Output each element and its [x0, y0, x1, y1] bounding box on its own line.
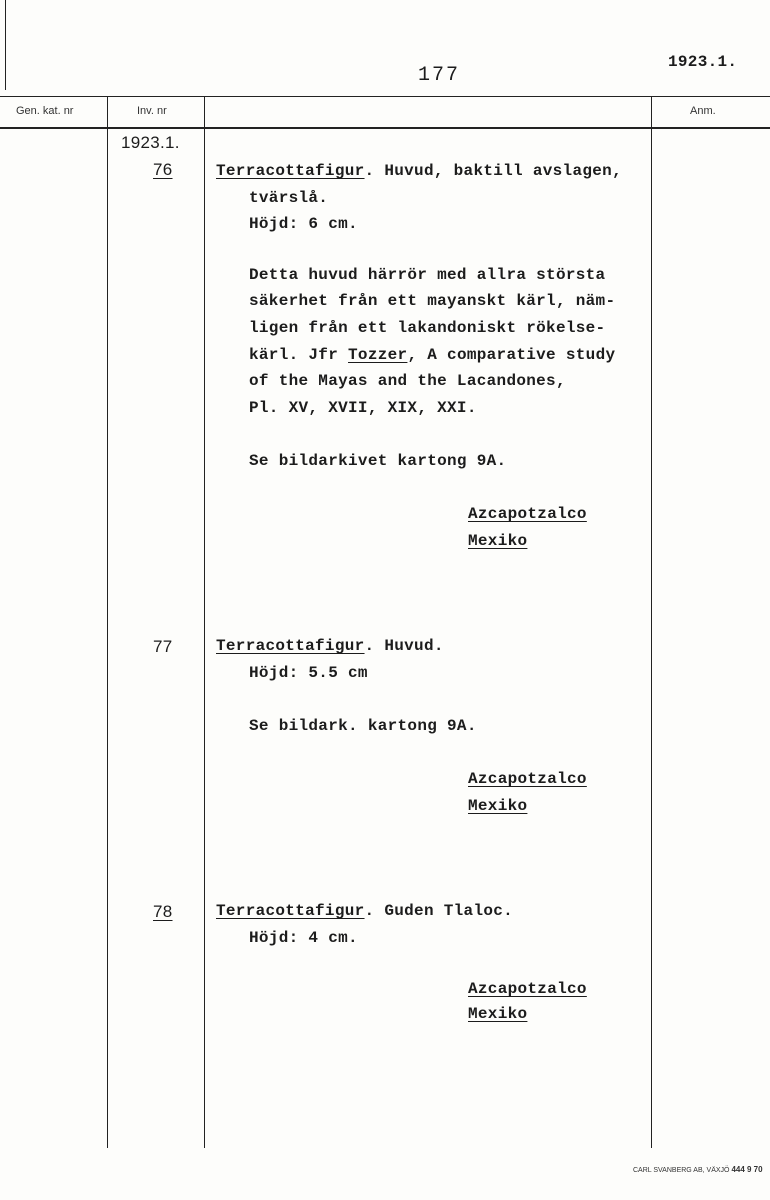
page-series: 1923.1.	[668, 53, 738, 71]
column-header-gen-kat-nr: Gen. kat. nr	[16, 105, 74, 117]
inv-number: 76	[153, 160, 173, 179]
column-header-inv-nr: Inv. nr	[137, 105, 167, 117]
entry-title-rest: . Huvud.	[364, 637, 444, 655]
entry-desc-line: ligen från ett lakandoniskt rökelse-	[249, 319, 606, 337]
entry-title-line	[216, 902, 513, 920]
author-reference: Tozzer	[348, 346, 408, 364]
inv-series-label: 1923.1.	[121, 133, 180, 152]
entry-desc-line	[249, 346, 615, 364]
entry-title-line	[216, 637, 444, 655]
inv-number: 77	[153, 637, 173, 656]
entry-title-rest: . Guden Tlaloc.	[364, 902, 514, 920]
entry-title-rest: . Huvud, baktill avslagen,	[364, 162, 622, 180]
entry-desc-line: säkerhet från ett mayanskt kärl, näm-	[249, 292, 616, 310]
entry-country: Mexiko	[468, 797, 528, 815]
printer-imprint	[633, 1165, 763, 1174]
entry-country: Mexiko	[468, 1005, 528, 1023]
entry-desc-line: Detta huvud härrör med allra största	[249, 266, 606, 284]
desc-text: , A comparative study	[407, 346, 616, 364]
entry-archive-ref: Se bildark. kartong 9A.	[249, 717, 477, 735]
column-header-anm: Anm.	[690, 105, 716, 117]
text-anm-divider	[651, 96, 652, 1148]
entry-desc-line: Pl. XV, XVII, XIX, XXI.	[249, 399, 477, 417]
entry-line-2: tvärslå.	[249, 189, 329, 207]
inv-number: 78	[153, 902, 173, 921]
entry-place: Azcapotzalco	[468, 980, 587, 998]
printer-name: CARL SVANBERG AB, VÄXJÖ	[633, 1167, 730, 1174]
header-bottom-rule	[0, 127, 770, 129]
inv-text-divider	[204, 96, 205, 1148]
header-top-rule	[0, 96, 770, 97]
top-left-margin-line	[5, 0, 6, 90]
entry-height: Höjd: 4 cm.	[249, 929, 358, 947]
entry-place: Azcapotzalco	[468, 505, 587, 523]
entry-title: Terracottafigur	[216, 902, 365, 920]
entry-height: Höjd: 6 cm.	[249, 215, 358, 233]
page-number: 177	[418, 64, 461, 87]
entry-place: Azcapotzalco	[468, 770, 587, 788]
entry-height: Höjd: 5.5 cm	[249, 664, 368, 682]
entry-title-line	[216, 162, 622, 180]
entry-country: Mexiko	[468, 532, 528, 550]
entry-archive-ref: Se bildarkivet kartong 9A.	[249, 452, 507, 470]
entry-desc-line: of the Mayas and the Lacandones,	[249, 372, 566, 390]
gen-inv-divider	[107, 96, 108, 1148]
form-code: 444 9 70	[731, 1165, 763, 1174]
desc-text: kärl. Jfr	[249, 346, 349, 364]
entry-title: Terracottafigur	[216, 637, 365, 655]
entry-title: Terracottafigur	[216, 162, 365, 180]
